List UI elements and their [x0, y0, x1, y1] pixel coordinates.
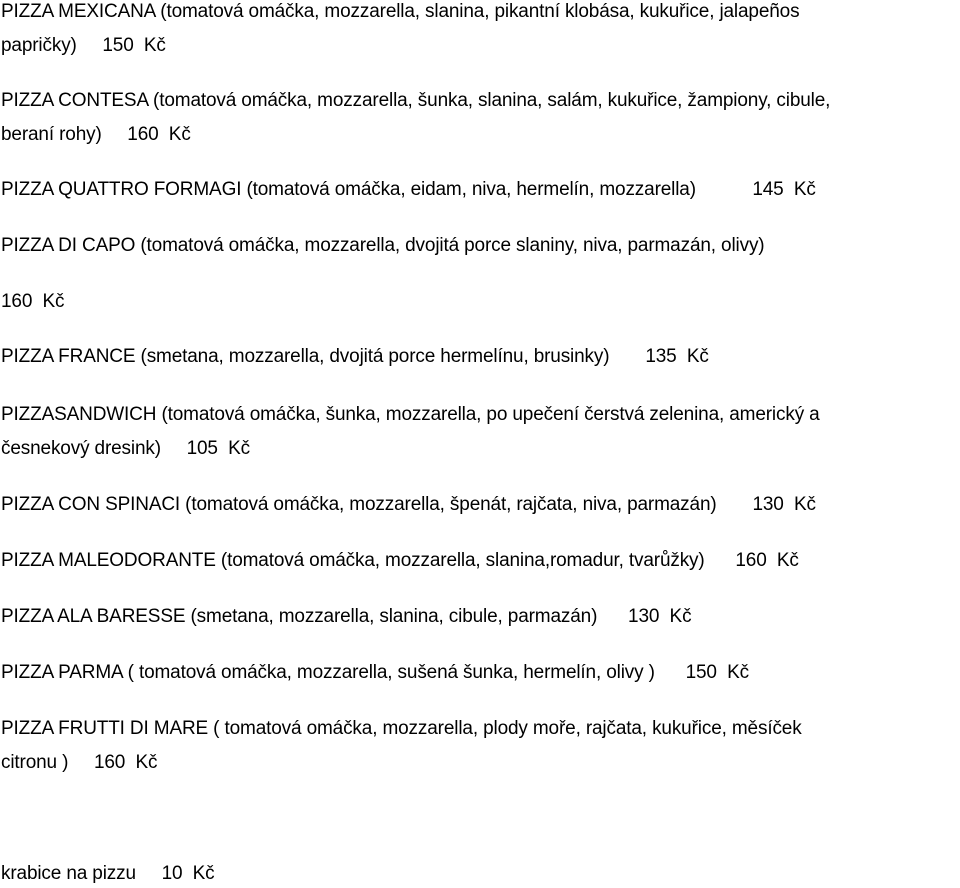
menu-item-description: papričky)	[1, 35, 77, 56]
menu-item-description: PIZZA ALA BARESSE (smetana, mozzarella, slanina, cibule, parmazán)	[1, 606, 598, 627]
menu-item-description: česnekový dresink)	[1, 438, 161, 459]
menu-item-mexicana-line1: PIZZA MEXICANA (tomatová omáčka, mozzarella, slanina, pikantní klobása, kukuřice, jalapeños	[1, 1, 800, 22]
menu-item-mexicana-line2	[1, 34, 166, 58]
menu-item-pizzasandwich-line2	[1, 437, 250, 461]
menu-item-contesa-line1: PIZZA CONTESA (tomatová omáčka, mozzarella, šunka, slanina, salám, kukuřice, žampiony, cibule,	[1, 90, 831, 111]
menu-item-contesa-line2	[1, 123, 191, 147]
menu-item-maleodorante	[1, 549, 799, 573]
menu-item-price: 130 Kč	[628, 606, 692, 627]
menu-item-price: 135 Kč	[645, 346, 709, 367]
menu-item-description: PIZZA FRANCE (smetana, mozzarella, dvojitá porce hermelínu, brusinky)	[1, 346, 610, 367]
menu-item-description: PIZZA CON SPINACI (tomatová omáčka, mozzarella, špenát, rajčata, niva, parmazán)	[1, 494, 717, 515]
menu-item-ala-baresse	[1, 605, 691, 629]
menu-item-price: 160 Kč	[735, 550, 799, 571]
menu-item-frutti-di-mare-line1: PIZZA FRUTTI DI MARE ( tomatová omáčka, mozzarella, plody moře, rajčata, kukuřice, měsíček	[1, 718, 802, 739]
menu-item-description: PIZZA PARMA ( tomatová omáčka, mozzarella, sušená šunka, hermelín, olivy )	[1, 662, 655, 683]
menu-item-price: 130 Kč	[752, 494, 816, 515]
menu-item-pizzasandwich-line1: PIZZASANDWICH (tomatová omáčka, šunka, mozzarella, po upečení čerstvá zelenina, americký a	[1, 404, 820, 425]
pizza-box-line	[1, 862, 215, 886]
menu-item-di-capo-price: 160 Kč	[1, 291, 65, 312]
menu-item-price: 160 Kč	[93, 752, 158, 773]
menu-item-france	[1, 345, 709, 369]
menu-item-description: citronu )	[1, 752, 69, 773]
pizza-box-price: 10 Kč	[161, 863, 215, 884]
menu-item-frutti-di-mare-line2	[1, 751, 157, 775]
menu-item-description: PIZZA MALEODORANTE (tomatová omáčka, mozzarella, slanina,romadur, tvarůžky)	[1, 550, 705, 571]
menu-item-di-capo-line1: PIZZA DI CAPO (tomatová omáčka, mozzarella, dvojitá porce slaniny, niva, parmazán, olivy)	[1, 235, 765, 256]
menu-item-price: 145 Kč	[752, 179, 816, 200]
menu-item-description: beraní rohy)	[1, 124, 102, 145]
menu-item-price: 105 Kč	[186, 438, 250, 459]
menu-item-price: 150 Kč	[685, 662, 749, 683]
menu-item-description: PIZZA QUATTRO FORMAGI (tomatová omáčka, eidam, niva, hermelín, mozzarella)	[1, 179, 696, 200]
menu-item-price: 150 Kč	[102, 35, 166, 56]
menu-item-price: 160 Kč	[127, 124, 191, 145]
menu-item-quattro-formagi	[1, 178, 816, 202]
menu-item-parma	[1, 661, 749, 685]
pizza-box-label: krabice na pizzu	[1, 863, 136, 884]
menu-item-con-spinaci	[1, 493, 816, 517]
